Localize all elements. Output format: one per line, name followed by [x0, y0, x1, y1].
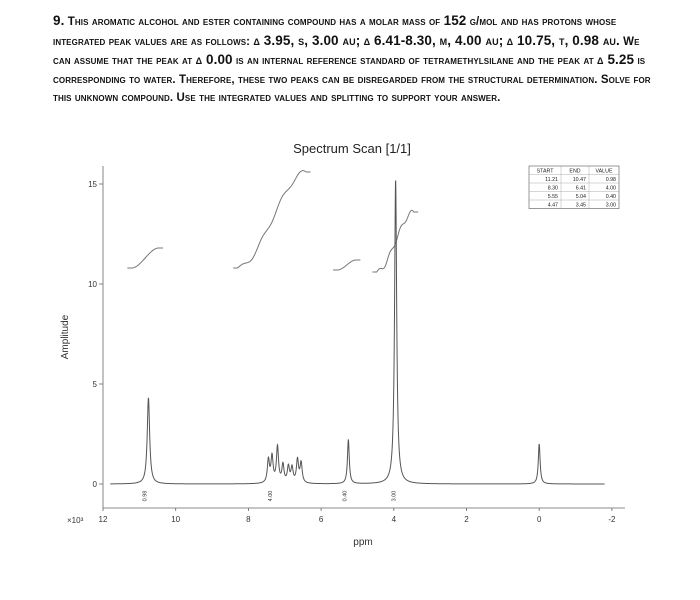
table-cell: 10.47 [572, 176, 586, 183]
question-text-part3: We can assume that the peak at [53, 35, 640, 67]
molar-mass: 152 [443, 13, 467, 28]
table-cell: 6.41 [575, 185, 586, 192]
water-shift: δ 5.25 [597, 52, 635, 67]
y-tick-label: 10 [88, 280, 97, 289]
x-tick-label: 8 [246, 515, 251, 524]
integral-label: 4.00 [268, 490, 275, 502]
integral-label: 0.98 [142, 490, 149, 502]
question-text-part1: This aromatic alcohol and ester containing compound has a molar mass of [67, 16, 441, 28]
x-axis-label: ppm [353, 537, 373, 548]
chart-title: Spectrum Scan [1/1] [293, 141, 411, 156]
table-header-cell: START [536, 168, 554, 175]
peak2: δ 6.41-8.30, m, 4.00 au; [363, 32, 504, 48]
table-cell: 0.40 [605, 193, 616, 200]
peak3: δ 10.75, t, 0.98 au. [506, 32, 620, 48]
y-scale-label: ×10³ [67, 516, 84, 525]
integral-label: 0.40 [342, 490, 349, 502]
tms-shift: δ 0.00 [195, 52, 233, 67]
x-ticks [99, 508, 616, 524]
x-tick-label: 6 [318, 515, 324, 524]
x-tick-label: 0 [536, 515, 542, 524]
integral-curves [127, 171, 418, 272]
x-tick-label: -2 [608, 515, 616, 524]
question-text-part5: is corresponding to water. Therefore, these two peaks can be disregarded from the structural determination. Solve for this unknown compound. Use the integrated values and splitting to support your answer. [53, 55, 651, 104]
question-text-part4: is an internal reference standard of tetramethylsilane and the peak at [235, 55, 594, 67]
table-header-cell: VALUE [595, 168, 613, 175]
table-cell: 11.21 [545, 176, 558, 183]
y-ticks [88, 180, 103, 489]
y-tick-label: 15 [88, 180, 97, 189]
peak1: δ 3.95, s, 3.00 au; [253, 32, 361, 48]
table-cell: 0.98 [605, 176, 616, 183]
table-cell: 5.04 [575, 193, 586, 200]
table-cell: 5.55 [547, 193, 558, 200]
y-tick-label: 5 [92, 380, 97, 389]
integration-table [529, 166, 619, 209]
table-cell: 4.47 [547, 202, 558, 209]
integral-labels [143, 491, 398, 502]
table-header-cell: END [569, 168, 581, 175]
y-tick-label: 0 [92, 480, 97, 489]
table-cell: 3.00 [605, 202, 616, 209]
spectrum-line [110, 181, 604, 484]
x-tick-label: 2 [464, 515, 469, 524]
integral-curve [127, 248, 163, 268]
question-number: 9. [53, 13, 65, 28]
table-cell: 3.45 [575, 202, 586, 209]
x-tick-label: 10 [171, 515, 181, 524]
x-tick-label: 4 [391, 515, 397, 524]
question-text-part2: g/mol and has protons whose integrated peak values are as follows: [53, 16, 617, 48]
integral-label: 3.00 [391, 490, 398, 502]
table-cell: 4.00 [605, 185, 616, 192]
integral-curve [333, 260, 360, 270]
x-tick-label: 12 [98, 515, 108, 524]
integral-curve [233, 171, 310, 268]
table-cell: 8.30 [547, 185, 558, 192]
y-axis-label: Amplitude [60, 314, 71, 360]
